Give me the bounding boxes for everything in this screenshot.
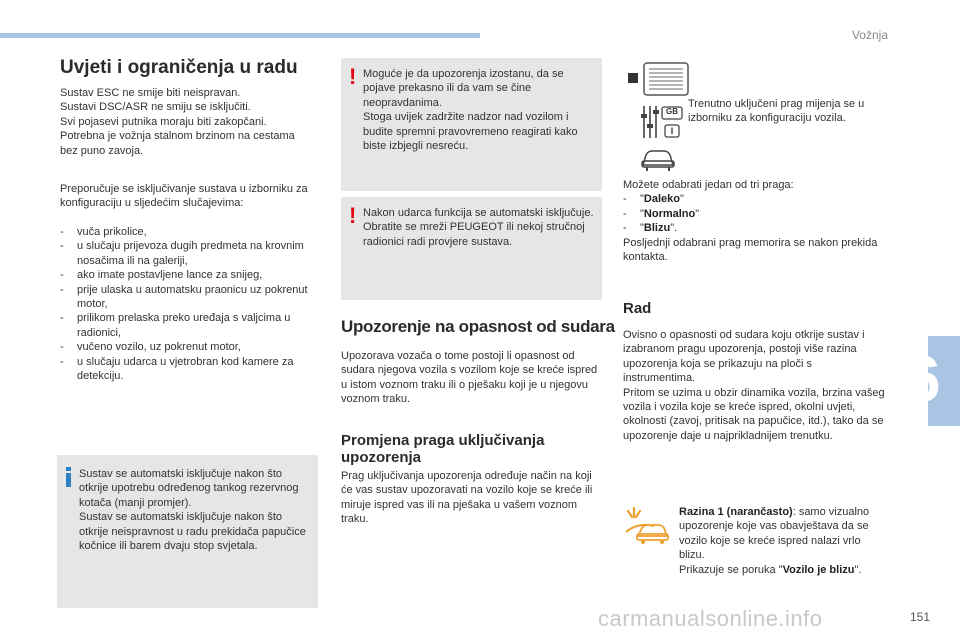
warning-icon: ! xyxy=(349,203,357,228)
list-item: - ako imate postavljene lance za snijeg, xyxy=(60,268,318,282)
list-item: - vuča prikolice, xyxy=(60,225,318,239)
list-item: - u slučaju udarca u vjetrobran kod kamere za detekciju. xyxy=(60,355,318,384)
header-bar xyxy=(0,33,480,38)
info-icon xyxy=(65,467,72,487)
vehicle-icon xyxy=(640,147,676,173)
subsection-heading: Promjena praga uključivanja upozorenja xyxy=(341,432,545,466)
warning-text-2: Nakon udarca funkcija se automatski isključuje. Obratite se mreži PEUGEOT ili nekoj stručnoj radionici radi provjere sustava. xyxy=(363,207,594,248)
operation-description: Ovisno o opasnosti od sudara koju otkrije sustav i izabranom pragu upozorenja, postoji više razina upozorenja koja se prikazuju na ploči s instrumentima. Pritom se uzima u obzir dinamika vozila, brzina vašeg vozila i vozila koje se kreće ispred, okolni uvjeti, okolnosti (zavoj, pritisak na papučice, itd.), tako da se upozorenje daje u najprikladnijem trenutku. xyxy=(623,329,885,442)
threshold-option-normal: - "Normalno" xyxy=(623,207,700,220)
info-text: Sustav se automatski isključuje nakon što otkrije upotrebu određenog tankog rezervnog kotača (manji promjer). Sustav se automatski isključuje nakon što otkrije neispravnost u radu prekidača papučice kočnice ili barem dvaju stop svjetala. xyxy=(79,468,306,553)
warning-icon: ! xyxy=(349,64,357,89)
language-label: GB xyxy=(666,107,678,116)
list-item: - vučeno vozilo, uz pokrenut motor, xyxy=(60,340,318,354)
section-title: Vožnja xyxy=(851,28,888,42)
memory-note: Posljednji odabrani prag memorira se nakon prekida kontakta. xyxy=(623,236,878,264)
section-heading: Uvjeti i ograničenja u radu xyxy=(60,57,298,78)
threshold-intro: Možete odabrati jedan od tri praga: xyxy=(623,179,794,191)
warning-box-2 xyxy=(341,197,602,300)
warning-text-1: Moguće je da upozorenja izostanu, da se pojave prekasno ili da vam se čine neopravdanima. Stoga uvijek zadržite nadzor nad vozilom i budite spremni pravovremeno reagirati kako biste izbjegli nesreću. xyxy=(363,68,578,153)
warning-box-1 xyxy=(341,58,602,191)
level-1-description: Razina 1 (narančasto): samo vizualno upozorenje koje vas obavještava da se vozilo koje se kreće ispred nalazi vrlo blizu. Prikazuje se poruka "Vozilo je blizu". xyxy=(679,506,870,576)
page-number: 151 xyxy=(909,610,930,624)
threshold-option-far: - "Daleko" xyxy=(623,193,684,206)
deactivation-list xyxy=(60,225,318,383)
list-item: - u slučaju prijevoza dugih predmeta na krovnim nosačima ili na galeriji, xyxy=(60,239,318,268)
list-item: - prije ulaska u automatsku praonicu uz pokrenut motor, xyxy=(60,283,318,312)
alert-description: Upozorava vozača o tome postoji li opasnost od sudara njegova vozila s vozilom koje se kreće ispred u istom voznom traku ili o pješaku koji je u njegovu voznom traku. xyxy=(341,350,598,406)
display-icon-group xyxy=(628,61,692,102)
info-box xyxy=(57,455,318,608)
watermark: carmanualsonline.info xyxy=(598,606,823,631)
threshold-options xyxy=(623,178,883,264)
recommendation-paragraph: Preporučuje se isključivanje sustava u izborniku za konfiguraciju u sljedećim slučajevima: xyxy=(60,183,308,210)
section-heading: Upozorenje na opasnost od sudara xyxy=(341,317,615,336)
list-item: - prilikom prelaska preko uređaja s valjcima u radionici, xyxy=(60,311,318,340)
chapter-number: 6 xyxy=(905,343,941,415)
info-label: I xyxy=(670,126,674,136)
subsection-heading: Rad xyxy=(623,300,652,317)
collision-alert-icon xyxy=(624,506,670,546)
conditions-paragraph: Sustav ESC ne smije biti neispravan. Sustavi DSC/ASR ne smiju se isključiti. Svi pojasevi putnika moraju biti zakopčani. Potrebna je vožnja stalnom brzinom na cestama bez puno zavoja. xyxy=(60,87,295,157)
display-screen-icon xyxy=(628,61,692,97)
threshold-description: Prag uključivanja upozorenja određuje način na koji će vas sustav upozoravati na vozilo koje se kreće ili miruje ispred vas ili na pješaka u vašem voznom traku. xyxy=(341,470,593,526)
threshold-option-near: - "Blizu". xyxy=(623,222,678,235)
icon-caption: Trenutno uključeni prag mijenja se u izborniku za konfiguraciju vozila. xyxy=(688,98,865,125)
